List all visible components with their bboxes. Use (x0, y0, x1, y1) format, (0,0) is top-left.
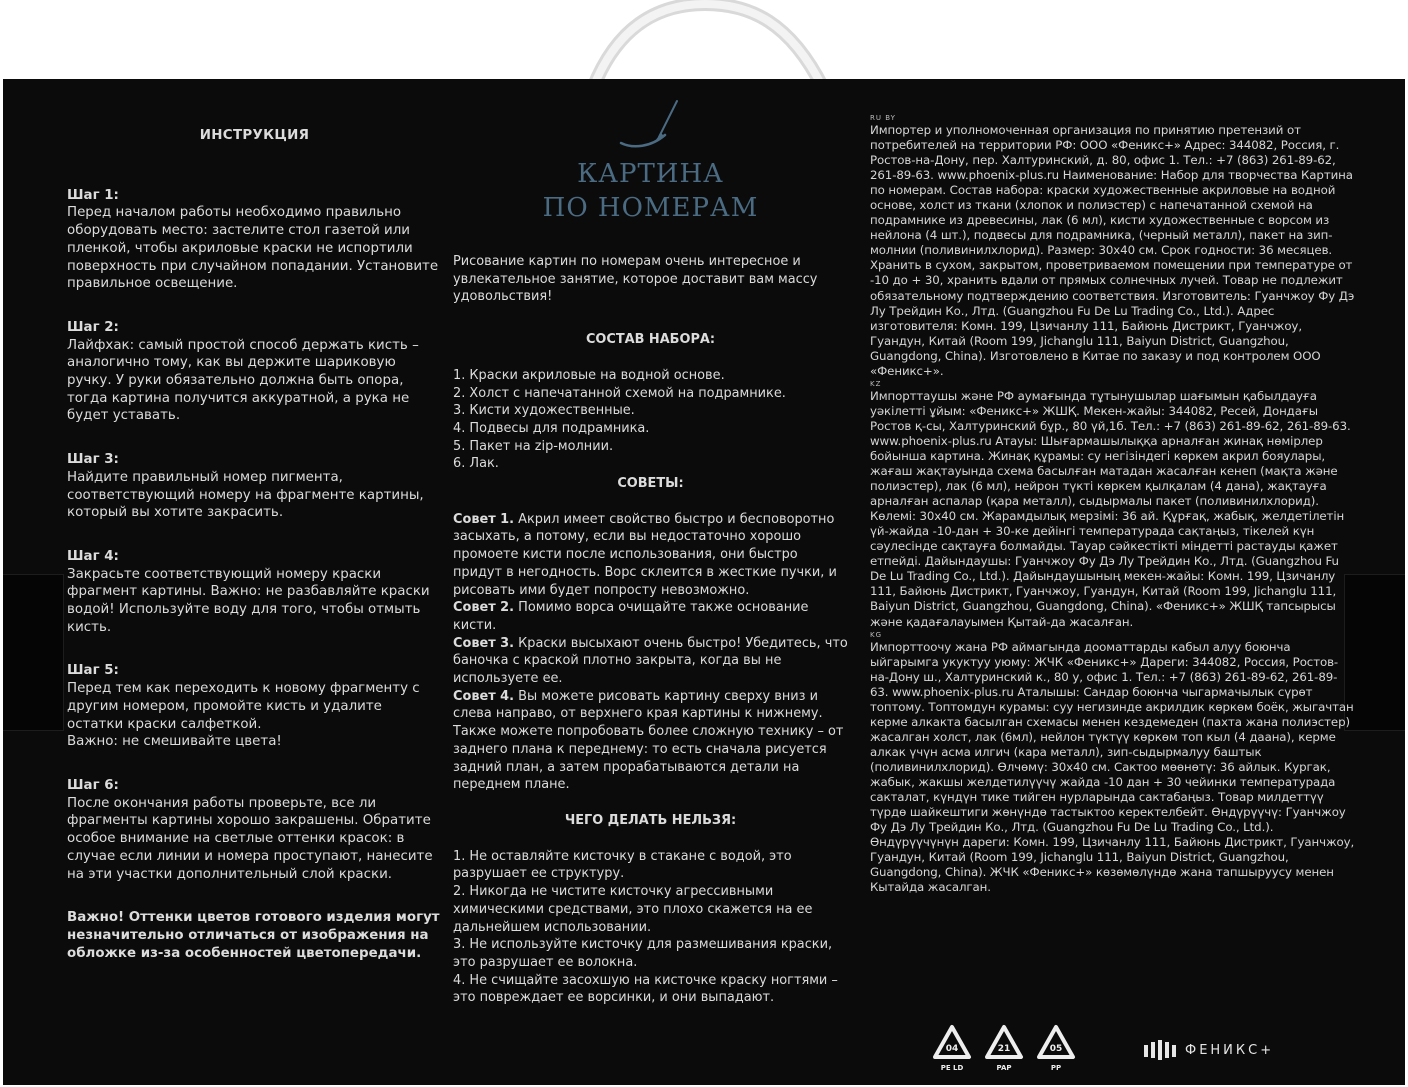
lang-tag-kz: KZ (870, 379, 882, 388)
tip-text: Вы можете рисовать картину сверху вниз и слева направо, от верхнего края картины к нижнему. Также можете попробовать более сложную технику – от заднего плана к переднему: то есть сначала рисуется задний план, а затем прорабатываются детали на переднем плане. (453, 688, 844, 793)
dont-item: 4. Не счищайте засохшую на кисточке краску ногтями – это повреждает ее ворсинки, и они выпадают. (453, 972, 838, 1006)
tip-text: Акрил имеет свойство быстро и бесповоротно засыхать, а потому, если вы недостаточно хорошо промоете кисти после использования, они быстро придут в негодность. Ворс склеится в жесткие пучки, и рисовать ими будет попросту невозможно. (453, 511, 837, 598)
step-3 (67, 451, 442, 522)
legal-text-kz: Импорттаушы және РФ аумағында тұтынушылар шағымын қабылдауға уәкілетті ұйым: «Феникс+» ЖШҚ. Мекен-жайы: 344082, Ресей, Дондағы Ростов қ-сы, Халтуринский бұр., 80 үй,1б. Тел.: +7 (863) 261-89-62, 261-89-63. www.phoenix-plus.ru Атауы: Шығармашылыққа арналған жинақ нөмірлер бойынша картина. Жинақ құрамы: су негізіндегі көркем акрил бояулары, жағаш жақтауында схема басылған матадан жасалған кенеп (мақта және полиэстер), лак (6 мл), нейрон түкті көркем қылқалам (4 дана), жақтауға арналған аспалар (қара металл), сыдырмалы пакет (поливинилхлорид). Көлемі: 30х40 см. Жарамдылық мерзімі: 36 ай. Құрғақ, жабық, желдетілетін үй-жайда -10-дан + 30-ке дейінгі температурада сақтаңыз, тікелей күн сәулесінде сақтауға болмайды. Тауар сәйкестікті міндетті растауды қажет етпейді. Дайындаушы: Гуанчжоу Фу Дэ Лу Трейдин Ко., Лтд. (Guangzhou Fu De Lu Trading Co., Ltd.). Дайындаушының мекен-жайы: Комн. 199, Цзичанлу 111, Байюнь Дистрикт, Гуанчжоу, Гуандун, Китай (Room 199, Jichanglu 111, Baiyun District, Guangzhou, Guangdong, China). «Феникс+» ЖШҚ тапсырысы және қадағалауымен Қытай-да жасалған. (870, 388, 1351, 629)
tip-label: Совет 3. (453, 635, 515, 651)
recycle-number: 04 (945, 1044, 959, 1054)
step-4 (67, 548, 442, 637)
dont-item: 3. Не используйте кисточку для размешивания краски, это разрушает ее волокна. (453, 937, 833, 970)
brand-name: ФЕНИКС+ (1185, 1042, 1275, 1058)
step-text: Найдите правильный номер пигмента, соответствующий номеру на фрагменте картины, который вы хотите закрасить. (67, 469, 424, 521)
tip-text: Помимо ворса очищайте также основание кисти. (453, 600, 809, 633)
important-note: Важно! Оттенки цветов готового изделия могут незначительно отличаться от изображения на обложке из-за особенностей цветопередачи. (67, 910, 440, 961)
box-handle (585, 0, 830, 90)
kit-item: 6. Лак. (453, 456, 499, 472)
left-side-tab (3, 574, 64, 731)
product-logo (453, 97, 848, 225)
tip-2 (453, 599, 848, 634)
phoenix-logo-icon (1143, 1039, 1177, 1061)
recycle-code: PE LD (940, 1064, 964, 1072)
tip-text: Краски высыхают очень быстро! Убедитесь, что баночка с краской плотно закрыта, когда вы не используете ее. (453, 635, 848, 687)
lang-tag-kg: KG (870, 630, 883, 639)
kit-item: 3. Кисти художественные. (453, 403, 635, 419)
legal-text-kg: Импорттоочу жана РФ аймагында дооматтарды кабыл алуу боюнча ыйгарымга укуктуу уюму: ЖЧК «Феникс+» Дареги: 344082, Россия, Ростов-на-Дону ш., Халтуринский к., 80 у, офис 1. Тел.: +7 (863) 261-89-62, 261-89-63. www.phoenix-plus.ru Аталышы: Сандар боюнча чыгармачылык сүрөт топтому. Топтомдун курамы: суу негизинде акрилдик көркөм боёк, жыгачтан керме алкакта басылган схемасы менен кездемеден (пахта жана полиэстер) жасалган холст, лак (6мл), нейлон түктүү көркөм топ кыл (4 даана), керме алкак үчүн асма илгич (кара металл), зип-сыдырмалуу баштык (поливинилхлорид). Өлчөмү: 30х40 см. Сактоо мөөнөтү: 36 айлык. Кургак, жабык, жакшы желдетилүүчү жайда -10 дан + 30 чейинки температурада сакталат, күндүн тике тийген нурларында сактабаңыз. Товар милдеттүү түрдө шайкештиги жөнүндө тастыктоо керектелбейт. Өндүрүүчү: Гуанчжоу Фу Дэ Лу Трейдин Ко., Лтд. (Guangzhou Fu De Lu Trading Co., Ltd.). Өндүрүүчүнүн дареги: Комн. 199, Цзичанлу 111, Байюнь Дистрикт, Гуанчжоу, Гуандун, Китай (Room 199, Jichanglu 111, Baiyun District, Guangzhou, Guangdong, China). ЖЧК «Феникс+» көзөмөлүндө жана тапшыруусу менен Кытайда жасалган. (870, 639, 1355, 895)
step-title: Шаг 3: (67, 452, 119, 468)
recycle-number: 05 (1049, 1044, 1063, 1054)
instruction-title: ИНСТРУКЦИЯ (199, 128, 310, 143)
recycle-icon (984, 1024, 1024, 1062)
kit-title: СОСТАВ НАБОРА: (585, 332, 716, 348)
recycle-code: PP (1050, 1064, 1062, 1072)
legal-text-ru: Импортер и уполномоченная организация по принятию претензий от потребителей на территории РФ: ООО «Феникс+» Адрес: 344082, Россия, г. Ростов-на-Дону, пер. Халтуринский, д. 80, офис 1. Тел.: +7 (863) 261-89-62, 261-89-63. www.phoenix-plus.ru Наименование: Набор для творчества Картина по номерам. Состав набора: краски художественные акриловые на водной основе, холст из ткани (хлопок и полиэстер) с напечатанной схемой на подрамнике из древесины, лак (6 мл), кисти художественные с ворсом из нейлона (4 шт.), подвесы для подрамника, (черный металл), пакет на зип-молнии (поливинилхлорид). Размер: 30х40 см. Срок годности: 36 месяцев. Хранить в сухом, закрытом, проветриваемом помещении при температуре от -10 до + 30, хранить вдали от прямых солнечных лучей. Товар не подлежит обязательному подтверждению соответствия. Изготовитель: Гуанчжоу Фу Дэ Лу Трейдин Ко., Лтд. (Guangzhou Fu De Lu Trading Co., Ltd.). Адрес изготовителя: Комн. 199, Цзичанлу 111, Байюнь Дистрикт, Гуанчжоу, Гуандун, Китай (Room 199, Jichanglu 111, Baiyun District, Guangzhou, Guangdong, China). Изготовлено в Китае по заказу и под контролем ООО «Феникс+». (870, 123, 1355, 378)
lang-tag-ru: RU BY (870, 114, 896, 122)
tip-label: Совет 4. (453, 688, 515, 704)
recycle-number: 21 (997, 1044, 1011, 1054)
logo-line-2: ПО НОМЕРАМ (542, 193, 759, 223)
tip-label: Совет 1. (453, 511, 515, 527)
kit-list (453, 367, 848, 473)
tip-4 (453, 688, 848, 794)
step-title: Шаг 1: (67, 187, 119, 203)
step-text: Закрасьте соответствующий номеру краски фрагмент картины. Важно: не разбавляйте краски водой! Используйте воду для того, чтобы отмыть кисть. (67, 566, 430, 635)
tips-title: СОВЕТЫ: (617, 476, 684, 492)
kit-item: 4. Подвесы для подрамника. (453, 420, 650, 436)
recycle-icon (932, 1024, 972, 1062)
step-title: Шаг 5: (67, 663, 119, 679)
kit-item: 1. Краски акриловые на водной основе. (453, 367, 725, 383)
step-5 (67, 662, 442, 751)
step-title: Шаг 6: (67, 777, 119, 793)
tip-1 (453, 511, 848, 600)
tip-label: Совет 2. (453, 600, 515, 616)
brand-logo (1143, 1039, 1274, 1061)
intro-text: Рисование картин по номерам очень интересное и увлекательное занятие, которое доставит вам массу удовольствия! (453, 254, 818, 305)
recycle-code: PAP (996, 1064, 1012, 1072)
recycle-mark-2 (980, 1024, 1028, 1072)
step-1 (67, 187, 442, 293)
step-text: Лайфхак: самый простой способ держать кисть – аналогично тому, как вы держите шариковую ручку. У руки обязательно должна быть опора, тогда картина получится аккуратной, а рука не будет уставать. (67, 337, 419, 424)
logo-line-1: КАРТИНА (577, 159, 724, 189)
kit-item: 5. Пакет на zip-молнии. (453, 438, 614, 454)
step-title: Шаг 4: (67, 548, 119, 564)
legal-info-column (870, 113, 1355, 895)
recycle-mark-1 (928, 1024, 976, 1072)
instruction-column (67, 127, 442, 962)
footer-marks (928, 1024, 1328, 1079)
step-text: Перед тем как переходить к новому фрагменту с другим номером, промойте кисть и удалите остатки краски салфеткой. (67, 681, 420, 732)
recycle-icon (1036, 1024, 1076, 1062)
box-back-panel (3, 79, 1405, 1085)
step-text: После окончания работы проверьте, все ли фрагменты картины хорошо закрашены. Обратите особое внимание на светлые оттенки красок: в случае если линии и номера проступают, нанесите на эти участки дополнительный слой краски. (67, 795, 433, 882)
step-6 (67, 777, 442, 883)
dont-title: ЧЕГО ДЕЛАТЬ НЕЛЬЗЯ: (564, 812, 737, 828)
middle-column (453, 97, 848, 1007)
kit-item: 2. Холст с напечатанной схемой на подрамнике. (453, 385, 786, 401)
brush-stroke-icon (611, 97, 691, 157)
step-title: Шаг 2: (67, 319, 119, 335)
step-extra: Важно: не смешивайте цвета! (67, 734, 282, 750)
dont-item: 1. Не оставляйте кисточку в стакане с водой, это разрушает ее структуру. (453, 848, 792, 882)
step-2 (67, 319, 442, 425)
tip-3 (453, 635, 848, 688)
step-text: Перед началом работы необходимо правильно оборудовать место: застелите стол газетой или пленкой, чтобы акриловые краски не испортили поверхность при случайном попадании. Установите правильное освещение. (67, 205, 439, 292)
recycle-mark-3 (1032, 1024, 1080, 1072)
dont-item: 2. Никогда не чистите кисточку агрессивными химическими средствами, это плохо скажется на ее дальнейшем использовании. (453, 884, 813, 935)
